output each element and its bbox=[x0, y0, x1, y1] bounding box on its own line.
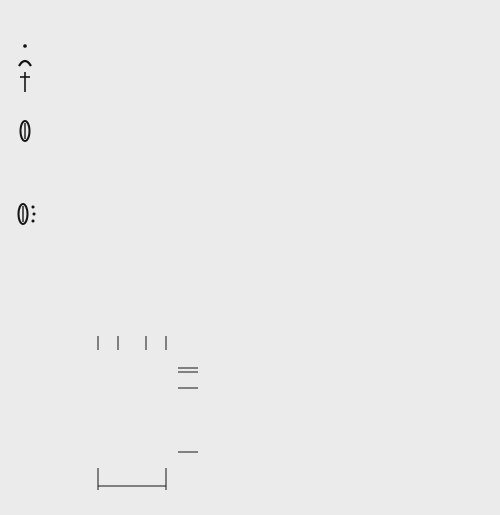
side-dimension bbox=[178, 368, 198, 452]
bottom-dimension bbox=[98, 468, 166, 490]
oval-dots-icon bbox=[14, 200, 40, 228]
top-dimension bbox=[98, 336, 166, 350]
cross-icon bbox=[14, 70, 36, 94]
pattern-diagram bbox=[80, 330, 230, 510]
schema1-diagram bbox=[278, 24, 500, 246]
oval-icon bbox=[14, 118, 36, 144]
schema2-diagram bbox=[278, 284, 500, 506]
